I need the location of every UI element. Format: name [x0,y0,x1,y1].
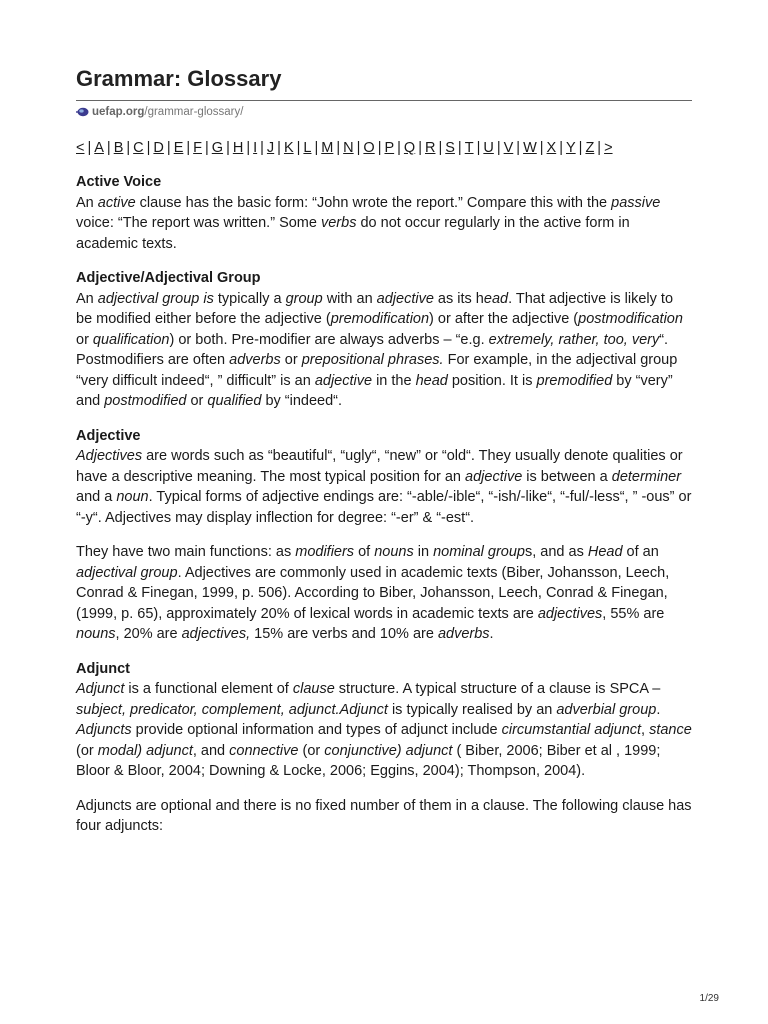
text-run: . Typical forms of adjective endings are: “-able/-ible“, “-ish/-like“, “-ful/-less“, ” -ous” or “-y“. Adjectives may display inflection for degree: “-er” & “-est“. [76,489,692,526]
alphabet-link[interactable]: D [153,140,164,156]
alphabet-link[interactable]: T [464,140,474,156]
alphabet-index [76,138,692,158]
text-run: of an [622,544,659,560]
emphasized-text: clause [292,681,335,697]
source-domain[interactable]: uefap.org [92,106,145,118]
emphasized-text: Adjunct [76,681,125,697]
text-run: is between a [522,468,612,485]
text-run: They have two main functions: as [76,544,296,560]
text-run: ) or both. Pre-modifier are always adverbs – “e.g. [169,331,489,348]
alphabet-separator: | [559,140,563,156]
alphabet-separator: | [226,140,230,156]
text-run: or [280,352,302,368]
emphasized-text: qualified [207,393,262,409]
text-run: in the [372,372,416,389]
text-run: clause has the basic form: “John wrote the report.” Compare this with the [135,194,612,211]
alphabet-separator: | [438,140,443,156]
alphabet-separator: | [260,140,264,156]
text-run: as its h [433,290,484,307]
emphasized-text: verbs [320,215,357,231]
alphabet-separator: | [539,140,544,156]
text-run: For example, in the adjectival group “very difficult indeed“, ” difficult” is an [76,352,678,389]
text-run: Adjuncts are optional and there is no fixed number of them in a clause. The following clause has four adjuncts: [76,797,692,834]
text-run: ( Biber, 2006; Biber et al , 1999; Bloor & Bloor, 2004; Downing & Locke, 2006; Eggins, 2004); Thompson, 2004). [76,742,661,779]
alphabet-link[interactable]: B [113,140,124,156]
glossary-definition [76,796,692,837]
text-run: . [656,701,661,718]
glossary-term: Adjective/Adjectival Group [76,270,261,286]
emphasized-text: premodified [536,372,613,389]
emphasized-text: modifiers [295,544,355,560]
emphasized-text: ead [483,290,509,307]
alphabet-separator: | [186,140,191,156]
glossary-term: Adjective [76,427,141,444]
text-run: structure. A typical structure of a clause is SPCA – [334,681,661,697]
text-run: , 55% are [602,605,665,622]
emphasized-text: adverbial group [556,701,657,718]
glossary-definition [76,542,692,645]
text-run: of [354,544,375,560]
emphasized-text: adjectival group is [97,290,214,307]
alphabet-separator: | [356,140,361,156]
emphasized-text: adjectives, [181,626,251,642]
emphasized-text: adjective [376,290,434,307]
text-run: , [641,722,650,738]
alphabet-separator: | [457,140,462,156]
alphabet-link[interactable]: O [363,140,375,156]
emphasized-text: modal) adjunct [97,742,193,759]
text-run: 15% are verbs and 10% are [250,626,438,642]
alphabet-separator: | [166,140,171,156]
alphabet-separator: | [418,140,422,156]
emphasized-text: extremely, rather, too, very [488,331,660,348]
text-run: voice: “The report was written.” Some [76,215,321,231]
emphasized-text: stance [649,722,692,738]
alphabet-separator: | [597,140,602,156]
alphabet-separator: | [578,140,583,156]
emphasized-text: nouns [76,626,116,642]
emphasized-text: prepositional phrases. [301,352,444,368]
text-run: ) or after the adjective ( [429,311,579,327]
alphabet-link[interactable]: > [604,140,613,156]
emphasized-text: group [285,290,323,307]
text-run: provide optional information and types of adjunct include [131,722,502,738]
alphabet-link[interactable]: F [193,140,202,156]
glossary-term: Active Voice [76,174,162,190]
emphasized-text: adjective [314,372,373,389]
source-path[interactable]: /grammar-glossary/ [144,106,244,118]
emphasized-text: nouns [374,544,414,560]
alphabet-separator: | [314,140,319,156]
text-run: are words such as “beautiful“, “ugly“, “new” or “old“. They usually denote qualities or have a descriptive meaning. The most typical position for an [76,448,683,485]
alphabet-separator: | [146,140,151,156]
text-run: and a [76,489,117,505]
text-run: by “indeed“. [261,393,343,409]
alphabet-link[interactable]: M [321,140,334,156]
text-run: An [76,290,98,307]
alphabet-link[interactable]: G [211,140,224,156]
text-run: . That adjective is likely to be modified either before the adjective ( [76,290,674,327]
emphasized-text: Adjuncts [76,722,132,738]
alphabet-separator: | [277,140,281,156]
text-run: is typically realised by an [387,701,557,718]
alphabet-link[interactable]: Q [403,140,416,156]
text-run: , and [192,742,230,759]
glossary-definition [76,679,692,782]
alphabet-link[interactable]: E [173,140,184,156]
alphabet-link[interactable]: P [384,140,395,156]
alphabet-separator: | [377,140,382,156]
alphabet-link[interactable]: L [303,140,312,156]
page-number: 1/29 [699,993,719,1004]
alphabet-link[interactable]: V [503,140,514,156]
emphasized-text: postmodification [578,311,683,327]
text-run: (or [298,742,325,759]
alphabet-separator: | [496,140,501,156]
emphasized-text: connective [229,742,299,759]
text-run: with an [322,290,377,307]
text-run: in [413,544,434,560]
alphabet-separator: | [516,140,521,156]
alphabet-separator: | [397,140,401,156]
emphasized-text: conjunctive) adjunct [324,742,453,759]
alphabet-link[interactable]: K [283,140,294,156]
alphabet-link[interactable]: A [94,140,104,156]
alphabet-separator: | [87,140,92,156]
alphabet-link[interactable]: N [343,140,354,156]
text-run: by “very” and [76,372,673,409]
alphabet-separator: | [476,140,481,156]
emphasized-text: passive [611,194,661,211]
glossary-entries [76,172,692,837]
emphasized-text: circumstantial adjunct [501,722,642,738]
emphasized-text: noun [116,489,149,505]
text-run: do not occur regularly in the active form in academic texts. [76,215,630,252]
emphasized-text: adverbs [229,352,281,368]
text-run: An [76,194,98,211]
page-title: Grammar: Glossary [76,66,282,91]
alphabet-link[interactable]: U [483,140,494,156]
alphabet-link[interactable]: < [76,140,85,156]
alphabet-link[interactable]: W [523,140,537,156]
text-run: . Adjectives are commonly used in academic texts (Biber, Johansson, Leech, Conrad & Finegan, 1999, p. 506). According to Biber, Johansson, Leech, Conrad & Finegan, (1999, p. 65), approximately 20% of lexical words in academic texts are [76,564,670,622]
source-line [76,106,692,118]
emphasized-text: nominal group [433,544,525,560]
site-logo-icon [76,107,89,117]
alphabet-separator: | [205,140,209,156]
emphasized-text: Head [587,544,623,560]
emphasized-text: adjectival group [76,564,178,581]
text-run: is a functional element of [124,681,293,697]
glossary-definition [76,193,692,255]
emphasized-text: Adjectives [76,448,143,464]
emphasized-text: adjectives [537,605,603,622]
text-run: position. It is [447,372,537,389]
alphabet-link[interactable]: R [424,140,436,156]
alphabet-link[interactable]: C [133,140,144,156]
text-run: . [489,626,494,642]
text-run: typically a [213,290,286,307]
emphasized-text: head [415,372,448,389]
text-run: , 20% are [115,626,182,642]
alphabet-link[interactable]: H [232,140,244,156]
text-run: or [76,331,93,348]
emphasized-text: postmodified [104,393,187,409]
emphasized-text: adjective [465,468,523,485]
alphabet-link[interactable]: S [445,140,455,156]
text-run: or [186,393,208,409]
alphabet-link[interactable]: Z [585,140,595,156]
alphabet-separator: | [336,140,341,156]
alphabet-link[interactable]: Y [565,140,576,156]
alphabet-separator: | [106,140,111,156]
text-run: “. Postmodifiers are often [76,331,669,368]
text-run: s, and as [524,544,588,560]
alphabet-link[interactable]: X [546,140,557,156]
emphasized-text: determiner [611,468,682,485]
alphabet-separator: | [246,140,251,156]
emphasized-text: qualification [92,331,170,348]
alphabet-separator: | [126,140,131,156]
emphasized-text: adverbs [437,626,490,642]
text-run: (or [76,742,98,759]
document-page [76,62,692,837]
title-divider [76,100,692,101]
alphabet-separator: | [296,140,301,156]
emphasized-text: subject, predicator, complement, adjunct.Adjunct [76,701,388,718]
glossary-definition [76,289,692,412]
glossary-definition [76,446,692,528]
alphabet-link[interactable]: J [266,140,275,156]
emphasized-text: premodification [330,311,430,327]
alphabet-link[interactable]: I [253,140,258,156]
glossary-term: Adjunct [76,660,130,677]
emphasized-text: active [97,194,136,211]
